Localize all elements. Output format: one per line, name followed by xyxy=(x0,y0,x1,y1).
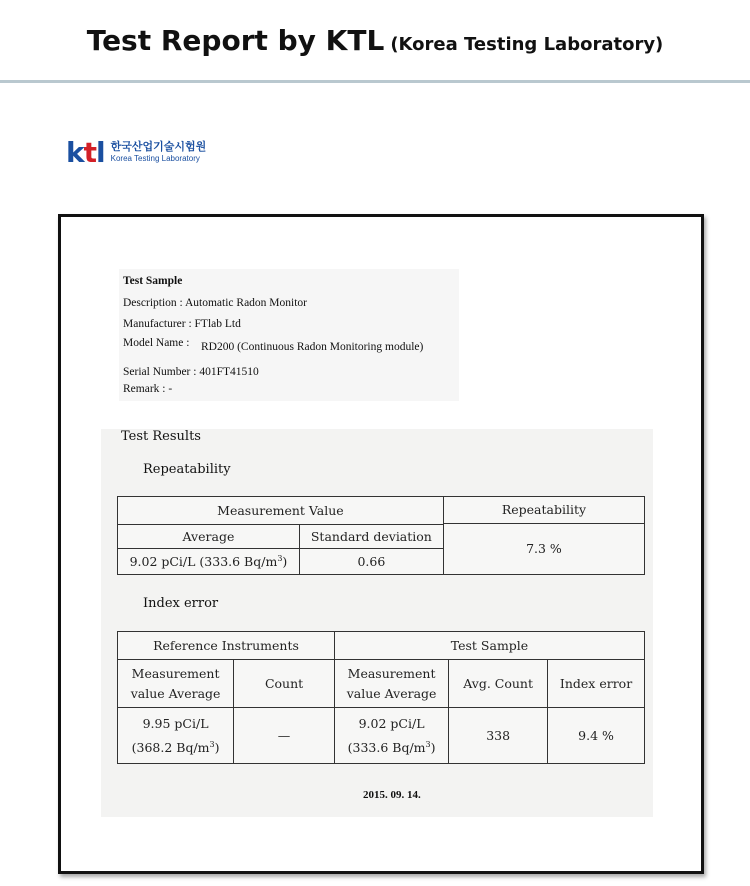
logo-letter-t: t xyxy=(83,136,97,169)
ts-value-exp: 3 xyxy=(425,739,431,749)
average-value xyxy=(118,549,300,575)
page-header xyxy=(0,0,750,82)
ref-measurement-value xyxy=(118,708,234,764)
ref-value-line2: (368.2 Bq/m xyxy=(131,740,210,756)
avg-count-value: 338 xyxy=(449,708,548,764)
test-sample-block xyxy=(119,269,459,401)
ts-measurement-line1: Measurement xyxy=(347,665,436,681)
title-main: Test Report by KTL xyxy=(86,24,385,57)
index-error-value: 9.4 % xyxy=(548,708,645,764)
model-value: RD200 (Continuous Radon Monitoring module) xyxy=(201,341,424,353)
report-frame xyxy=(58,214,704,874)
average-value-close: ) xyxy=(282,554,288,570)
page-title xyxy=(0,24,750,57)
logo-korean: 한국산업기술시험원 xyxy=(110,141,207,153)
average-value-exp: 3 xyxy=(277,554,283,564)
description-row xyxy=(123,297,307,309)
logo-letter-k: k xyxy=(66,136,84,169)
ts-measurement-value xyxy=(334,708,448,764)
test-sample-header: Test Sample xyxy=(334,632,644,660)
remark-value: - xyxy=(168,383,173,395)
ref-value-line1: 9.95 pCi/L xyxy=(142,715,209,731)
repeatability-header: Repeatability xyxy=(444,497,644,524)
ts-value-line2: (333.6 Bq/m xyxy=(347,740,426,756)
manufacturer-value: FTlab Ltd xyxy=(194,318,241,330)
ktl-logo-mark xyxy=(66,136,105,169)
ktl-logo xyxy=(66,138,206,168)
description-label: Description : xyxy=(123,297,183,309)
header-divider xyxy=(0,80,750,83)
serial-value: 401FT41510 xyxy=(199,366,259,378)
remark-row xyxy=(123,383,172,395)
manufacturer-label: Manufacturer : xyxy=(123,318,192,330)
ts-measurement-line2: value Average xyxy=(346,685,437,701)
model-label-row xyxy=(123,337,189,349)
repeatability-table xyxy=(117,496,645,575)
ref-count-header: Count xyxy=(234,660,335,708)
repeatability-value: 7.3 % xyxy=(526,541,562,556)
reference-instruments-header: Reference Instruments xyxy=(118,632,335,660)
serial-label: Serial Number : xyxy=(123,366,197,378)
ref-measurement-line1: Measurement xyxy=(131,665,220,681)
logo-letter-l: l xyxy=(96,136,105,169)
test-sample-heading: Test Sample xyxy=(123,275,183,287)
ref-measurement-line2: value Average xyxy=(130,685,221,701)
measurement-value-header: Measurement Value xyxy=(118,497,444,525)
std-deviation-header: Standard deviation xyxy=(299,524,443,549)
title-subtitle: (Korea Testing Laboratory) xyxy=(390,34,664,55)
index-error-header: Index error xyxy=(548,660,645,708)
index-error-heading: Index error xyxy=(143,596,219,611)
logo-english: Korea Testing Laboratory xyxy=(110,154,200,163)
scanned-report xyxy=(101,217,653,817)
avg-count-header: Avg. Count xyxy=(449,660,548,708)
ts-value-close: ) xyxy=(430,740,436,756)
ref-count-value: — xyxy=(234,708,335,764)
test-results-heading: Test Results xyxy=(121,429,201,444)
ref-value-exp: 3 xyxy=(209,739,215,749)
repeatability-heading: Repeatability xyxy=(143,462,231,477)
report-date: 2015. 09. 14. xyxy=(363,789,421,801)
index-error-table xyxy=(117,631,645,764)
average-header: Average xyxy=(118,524,300,549)
remark-label: Remark : xyxy=(123,383,166,395)
model-label: Model Name : xyxy=(123,337,190,349)
model-value-row xyxy=(201,341,423,353)
description-value: Automatic Radon Monitor xyxy=(184,297,307,309)
serial-row xyxy=(123,366,259,378)
logo-text xyxy=(111,142,207,164)
average-value-text: 9.02 pCi/L (333.6 Bq/m xyxy=(129,554,278,570)
std-deviation-value: 0.66 xyxy=(299,549,443,575)
ts-value-line1: 9.02 pCi/L xyxy=(358,715,425,731)
ts-measurement-header xyxy=(334,660,448,708)
test-results-area xyxy=(101,429,653,817)
ref-value-close: ) xyxy=(214,740,220,756)
repeatability-header-cell xyxy=(443,497,644,575)
manufacturer-row xyxy=(123,318,241,330)
ref-measurement-header xyxy=(118,660,234,708)
